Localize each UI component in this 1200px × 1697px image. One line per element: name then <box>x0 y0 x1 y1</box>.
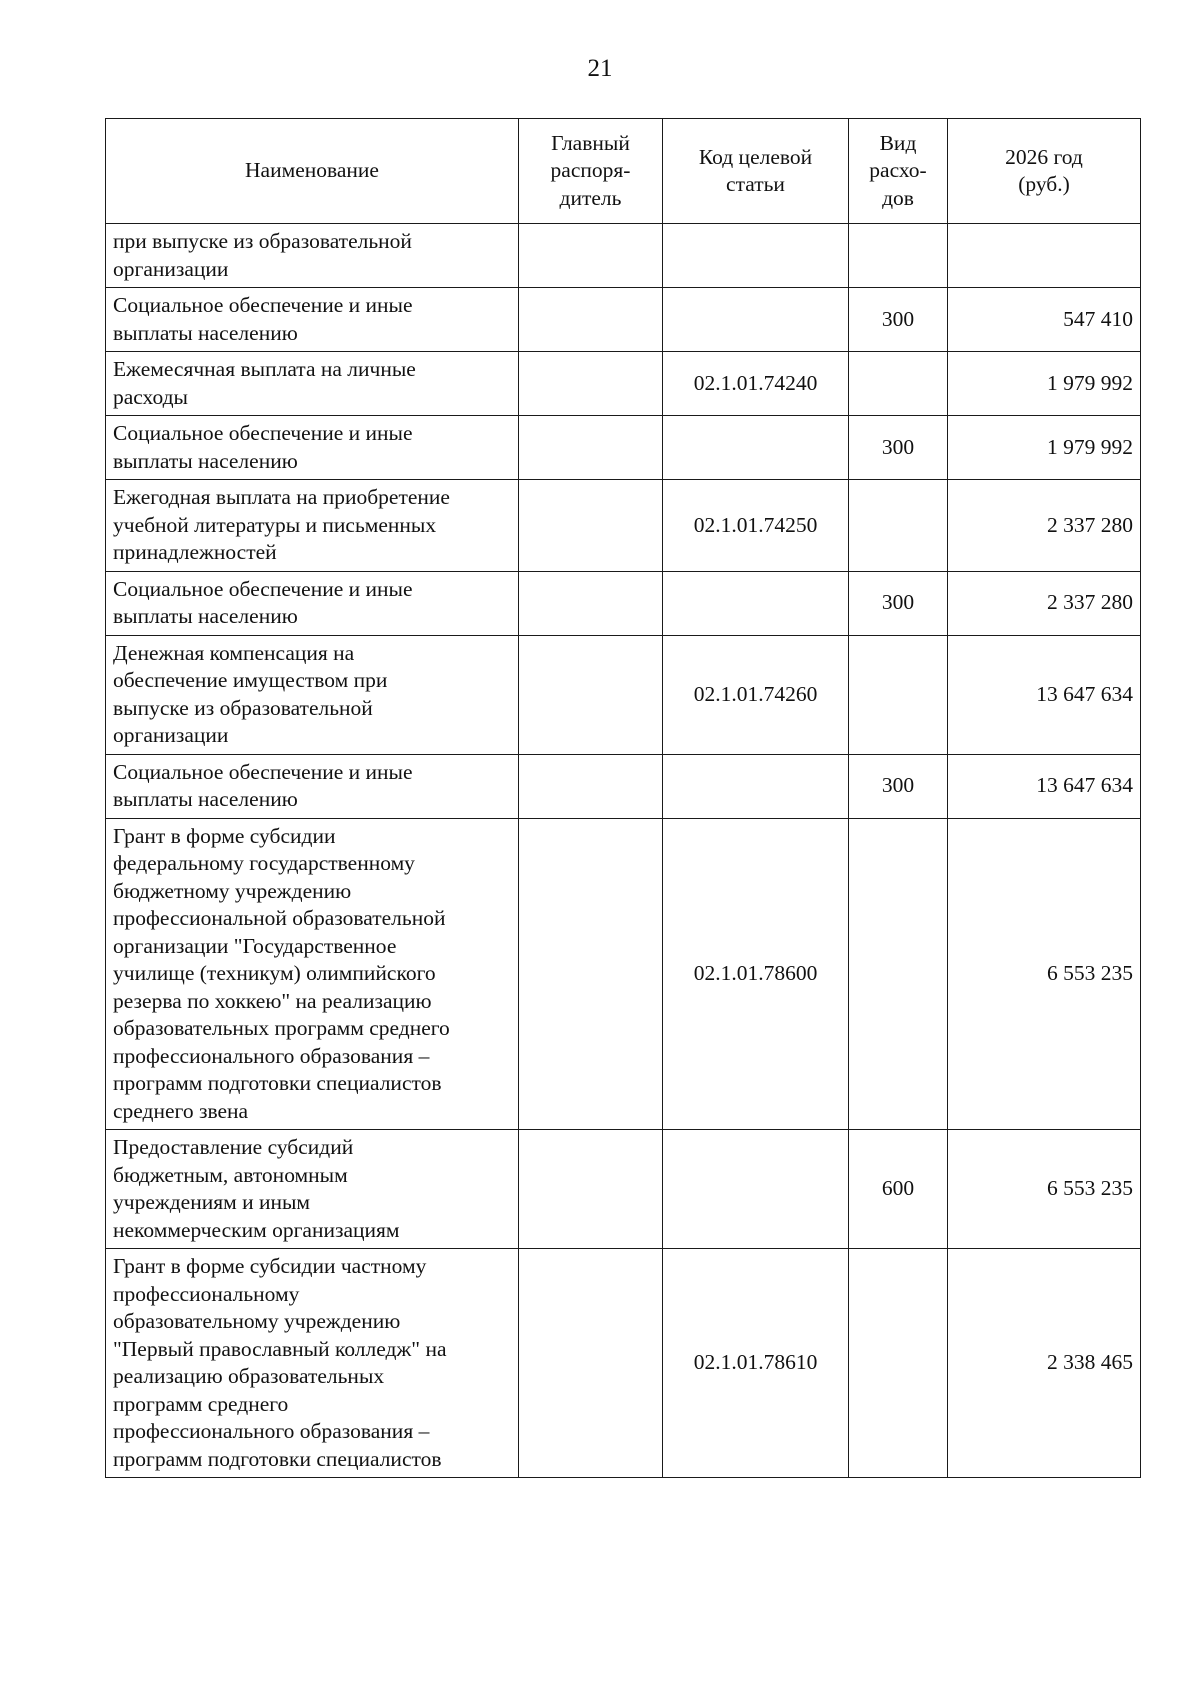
name-cell: Предоставление субсидий бюджетным, автономным учреждениям и иным некоммерческим организациям <box>106 1130 519 1249</box>
sum-cell: 2 337 280 <box>948 571 1141 635</box>
glavny-cell <box>519 288 663 352</box>
sum-cell: 6 553 235 <box>948 1130 1141 1249</box>
code-cell <box>663 224 849 288</box>
vid-cell <box>849 818 948 1130</box>
table-row <box>106 224 1141 288</box>
vid-cell <box>849 480 948 572</box>
glavny-cell <box>519 754 663 818</box>
code-cell: 02.1.01.74250 <box>663 480 849 572</box>
header-glavny: Главный распоря- дитель <box>519 119 663 224</box>
table-row <box>106 635 1141 754</box>
code-cell <box>663 754 849 818</box>
table-row <box>106 1249 1141 1478</box>
sum-cell: 2 337 280 <box>948 480 1141 572</box>
code-cell: 02.1.01.74240 <box>663 352 849 416</box>
code-cell: 02.1.01.78600 <box>663 818 849 1130</box>
table-row <box>106 571 1141 635</box>
table-row <box>106 1130 1141 1249</box>
code-cell <box>663 1130 849 1249</box>
name-cell: Грант в форме субсидии федеральному государственному бюджетному учреждению профессиональной образовательной организации "Государственное училище (техникум) олимпийского резерва по хоккею" на реализацию образовательных программ среднего профессионального образования – программ подготовки специалистов среднего звена <box>106 818 519 1130</box>
glavny-cell <box>519 635 663 754</box>
vid-cell: 300 <box>849 571 948 635</box>
name-cell: Денежная компенсация на обеспечение имуществом при выпуске из образовательной организации <box>106 635 519 754</box>
sum-cell: 1 979 992 <box>948 416 1141 480</box>
vid-cell: 600 <box>849 1130 948 1249</box>
vid-cell: 300 <box>849 754 948 818</box>
glavny-cell <box>519 1249 663 1478</box>
table-row <box>106 288 1141 352</box>
name-cell: Социальное обеспечение и иные выплаты населению <box>106 754 519 818</box>
header-code: Код целевой статьи <box>663 119 849 224</box>
page-number: 21 <box>587 55 613 82</box>
table-row <box>106 352 1141 416</box>
glavny-cell <box>519 352 663 416</box>
name-cell: Социальное обеспечение и иные выплаты населению <box>106 571 519 635</box>
table-row <box>106 754 1141 818</box>
table-row <box>106 416 1141 480</box>
sum-cell: 1 979 992 <box>948 352 1141 416</box>
name-cell: Грант в форме субсидии частному профессиональному образовательному учреждению "Первый православный колледж" на реализацию образовательных программ среднего профессионального образования – программ подготовки специалистов <box>106 1249 519 1478</box>
sum-cell: 547 410 <box>948 288 1141 352</box>
name-cell: Ежемесячная выплата на личные расходы <box>106 352 519 416</box>
table-row <box>106 818 1141 1130</box>
vid-cell <box>849 1249 948 1478</box>
vid-cell <box>849 224 948 288</box>
vid-cell <box>849 352 948 416</box>
code-cell <box>663 571 849 635</box>
vid-cell <box>849 635 948 754</box>
sum-cell: 6 553 235 <box>948 818 1141 1130</box>
glavny-cell <box>519 818 663 1130</box>
header-vid: Вид расхо- дов <box>849 119 948 224</box>
glavny-cell <box>519 416 663 480</box>
code-cell <box>663 288 849 352</box>
name-cell: Ежегодная выплата на приобретение учебной литературы и письменных принадлежностей <box>106 480 519 572</box>
glavny-cell <box>519 571 663 635</box>
name-cell: Социальное обеспечение и иные выплаты населению <box>106 416 519 480</box>
glavny-cell <box>519 480 663 572</box>
glavny-cell <box>519 224 663 288</box>
header-row <box>106 119 1141 224</box>
header-name: Наименование <box>106 119 519 224</box>
glavny-cell <box>519 1130 663 1249</box>
table-header <box>106 119 1141 224</box>
code-cell: 02.1.01.74260 <box>663 635 849 754</box>
table-body <box>106 224 1141 1478</box>
code-cell: 02.1.01.78610 <box>663 1249 849 1478</box>
name-cell: при выпуске из образовательной организации <box>106 224 519 288</box>
table-row <box>106 480 1141 572</box>
header-year: 2026 год (руб.) <box>948 119 1141 224</box>
name-cell: Социальное обеспечение и иные выплаты населению <box>106 288 519 352</box>
sum-cell: 13 647 634 <box>948 754 1141 818</box>
sum-cell <box>948 224 1141 288</box>
sum-cell: 2 338 465 <box>948 1249 1141 1478</box>
sum-cell: 13 647 634 <box>948 635 1141 754</box>
code-cell <box>663 416 849 480</box>
vid-cell: 300 <box>849 288 948 352</box>
budget-table <box>105 118 1141 1478</box>
vid-cell: 300 <box>849 416 948 480</box>
